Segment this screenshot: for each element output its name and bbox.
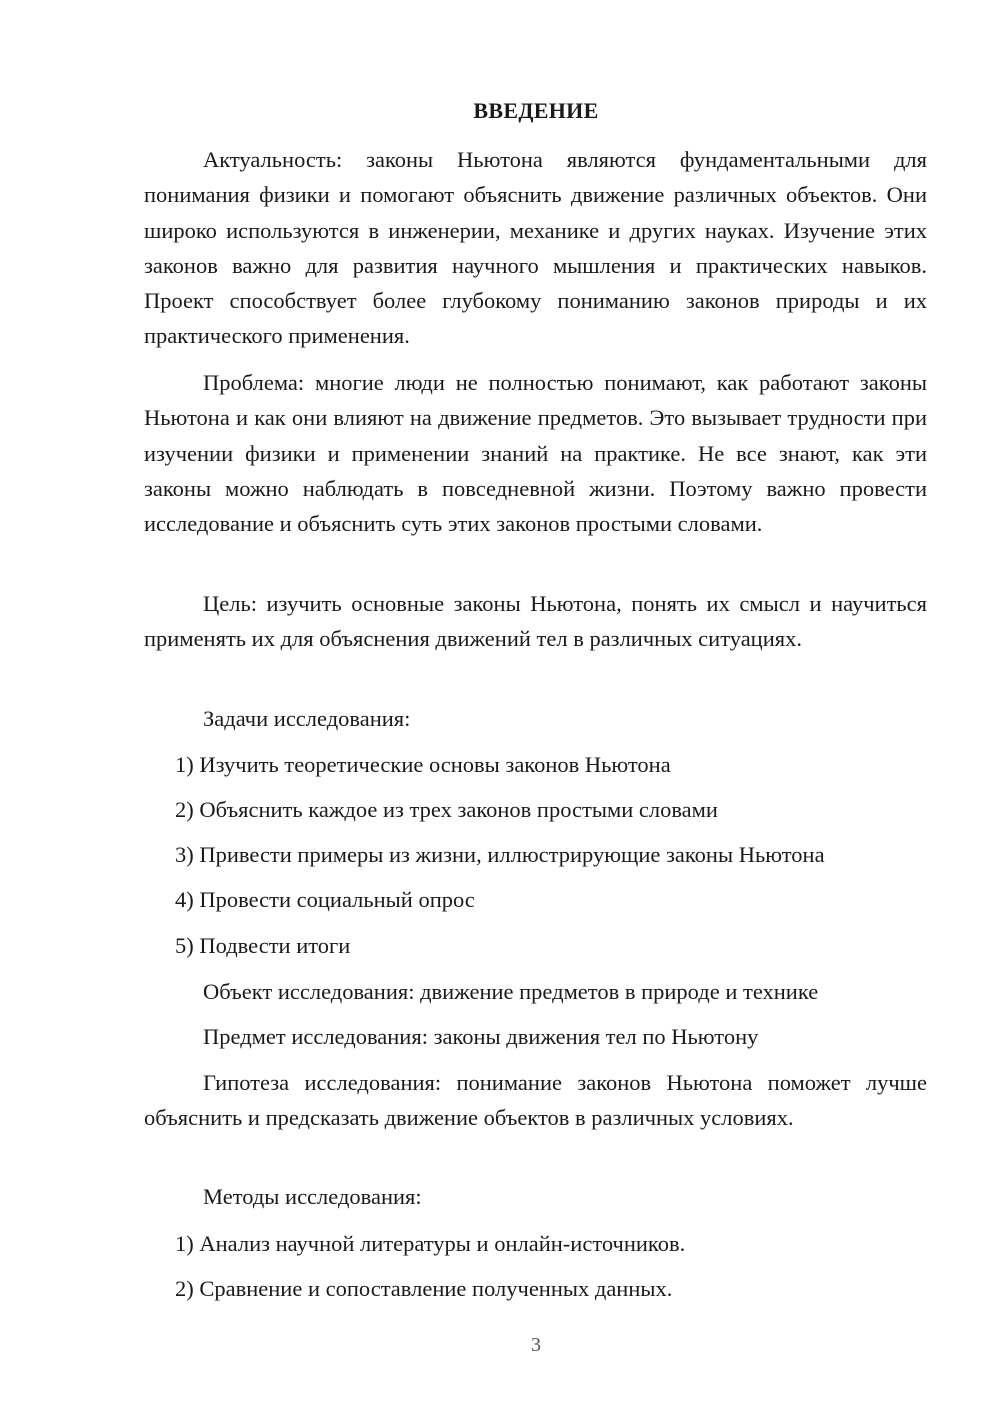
method-item-1: 1) Анализ научной литературы и онлайн-источников. (175, 1231, 686, 1256)
task-item-5: 5) Подвести итоги (175, 933, 351, 958)
research-subject: Предмет исследования: законы движения тел по Ньютону (203, 1024, 759, 1049)
relevance-paragraph: Актуальность: законы Ньютона являются фундаментальными для понимания физики и помогают объяснить движение различных объектов. Они широко используются в инженерии, механике и других науках. Изучение этих законов важно для развития научного мышления и практических навыков. Проект способствует более глубокому пониманию законов природы и их практического применения. (144, 147, 927, 349)
methods-title: Методы исследования: (203, 1184, 422, 1209)
problem-paragraph: Проблема: многие люди не полностью понимают, как работают законы Ньютона и как они влияют на движение предметов. Это вызывает трудности при изучении физики и применении знаний на практике. Не все знают, как эти законы можно наблюдать в повседневной жизни. Поэтому важно провести исследование и объяснить суть этих законов простыми словами. (144, 370, 927, 537)
task-item-2: 2) Объяснить каждое из трех законов простыми словами (175, 797, 718, 822)
research-object: Объект исследования: движение предметов в природе и технике (203, 979, 819, 1004)
page-title: ВВЕДЕНИЕ (473, 98, 599, 123)
goal-paragraph: Цель: изучить основные законы Ньютона, понять их смысл и научиться применять их для объяснения движений тел в различных ситуациях. (144, 591, 927, 652)
hypothesis-paragraph: Гипотеза исследования: понимание законов Ньютона поможет лучше объяснить и предсказать движение объектов в различных условиях. (144, 1070, 927, 1131)
task-item-1: 1) Изучить теоретические основы законов Ньютона (175, 752, 671, 777)
method-item-2: 2) Сравнение и сопоставление полученных данных. (175, 1276, 673, 1301)
task-item-4: 4) Провести социальный опрос (175, 887, 475, 912)
page-number: 3 (531, 1334, 541, 1356)
task-item-3: 3) Привести примеры из жизни, иллюстрирующие законы Ньютона (175, 842, 825, 867)
tasks-title: Задачи исследования: (203, 706, 411, 731)
